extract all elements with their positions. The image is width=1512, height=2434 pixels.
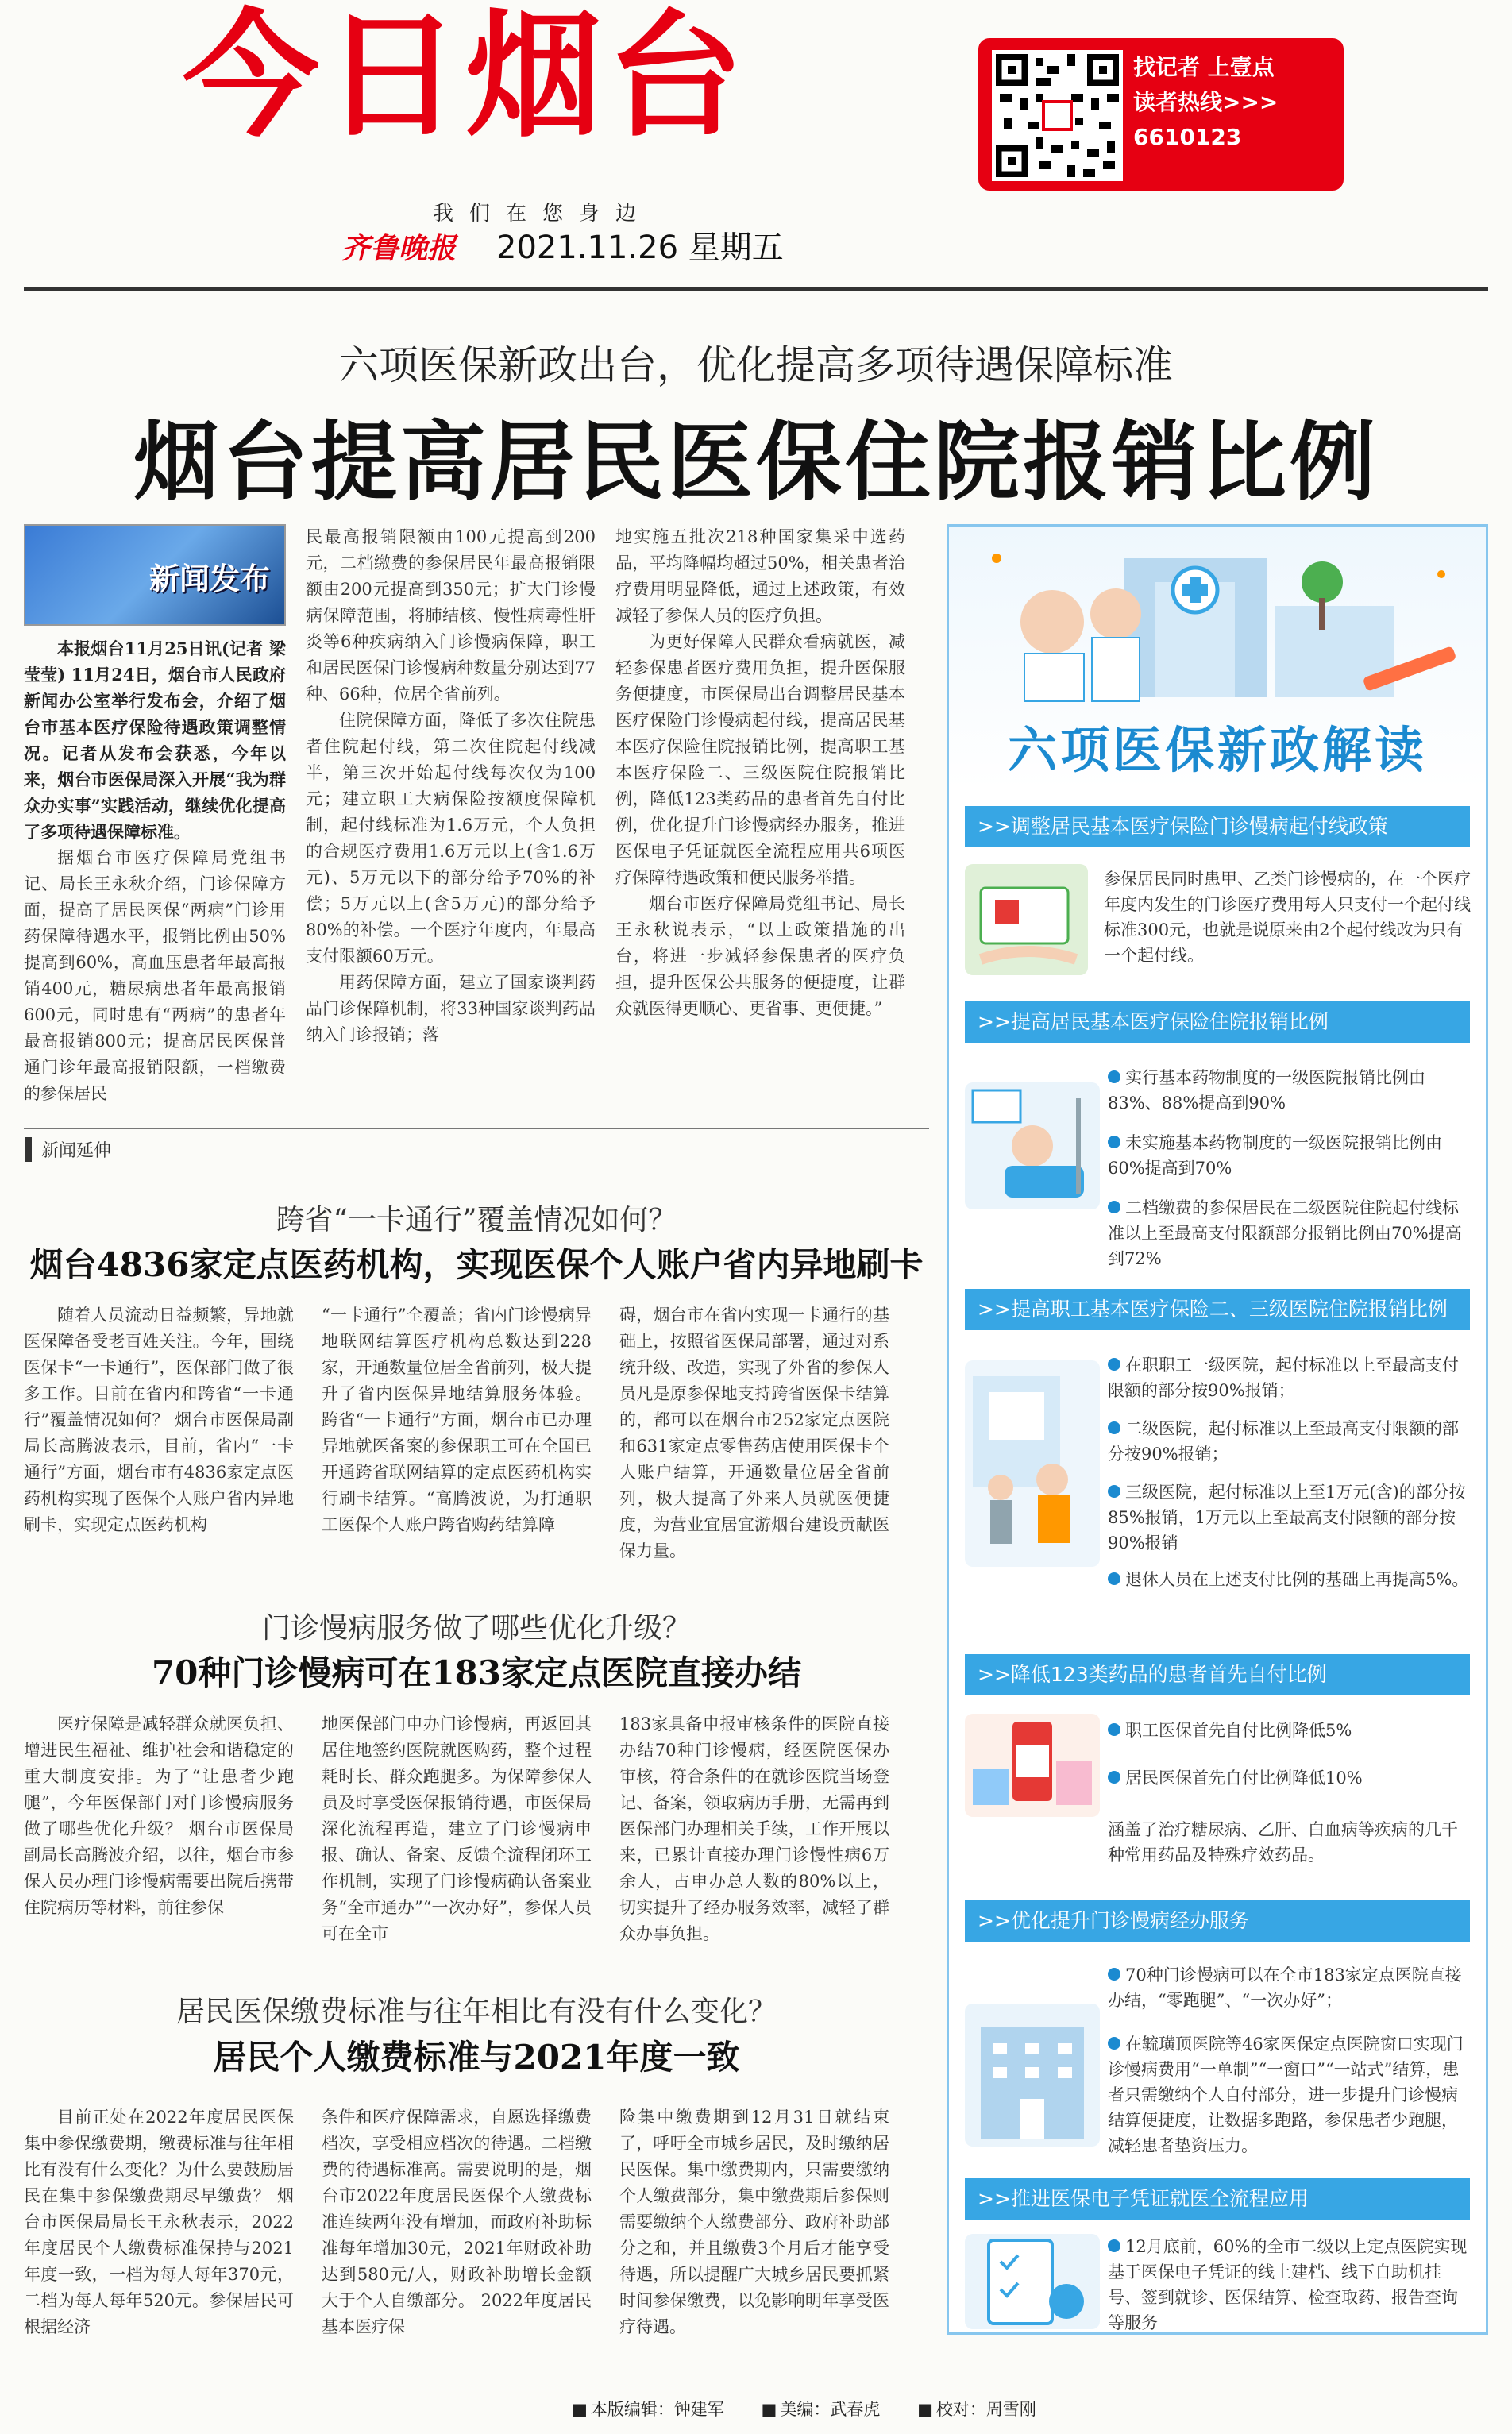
sidebar-item-text: 70种门诊慢病可以在全市183家定点医院直接办结，“零跑腿”、“一次办好”；: [1108, 1965, 1462, 2010]
qa-answer-headline: 烟台4836家定点医药机构，实现医保个人账户省内异地刷卡: [29, 1245, 924, 1284]
article-paragraph: 民最高报销限额由100元提高到200元，二档缴费的参保居民年最高报销限额由200元提高到350元；扩大门诊慢病保障范围，将肺结核、慢性病毒性肝炎等6种疾病纳入门诊慢病保障，职工和居民医保门诊慢病种数量分别达到77种、66种，位居全省前列。: [306, 527, 596, 704]
article-paragraph: 用药保障方面，建立了国家谈判药品门诊保障机制，将33种国家谈判药品纳入门诊报销；落: [306, 973, 596, 1044]
sidebar-title: 六项医保新政解读: [1007, 721, 1427, 779]
sidebar-item: [1108, 1962, 1473, 2013]
bullet-icon: [1108, 1421, 1120, 1434]
bullet-icon: [1108, 2239, 1120, 2252]
sidebar-section-head: >>调整居民基本医疗保险门诊慢病起付线政策: [965, 806, 1470, 847]
sidebar-section-head: >>提高职工基本医疗保险二、三级医院住院报销比例: [965, 1289, 1470, 1330]
sidebar-item: 涵盖了治疗糖尿病、乙肝、白血病等疾病的几千种常用药品及特殊疗效药品。: [1108, 1820, 1458, 1865]
sidebar-item-text: 实行基本药物制度的一级医院报销比例由83%、88%提高到90%: [1108, 1068, 1425, 1113]
section-tag: 新闻延伸: [25, 1137, 111, 1162]
bullet-icon: [1108, 2037, 1120, 2050]
sidebar-section-head: >>推进医保电子凭证就医全流程应用: [965, 2178, 1470, 2220]
issue-date: 2021.11.26 星期五: [496, 230, 784, 266]
slogan: 我们在您身边: [433, 202, 653, 226]
sidebar-item-text: 职工医保首先自付比例降低5%: [1125, 1721, 1352, 1740]
sidebar-item-text: 在职职工一级医院，起付标准以上至最高支付限额的部分按90%报销；: [1108, 1356, 1459, 1400]
sidebar-item: [1108, 1195, 1473, 1271]
sidebar-item-text: 12月底前，60%的全市二级以上定点医院实现基于医保电子凭证的线上建档、线下自助机挂号、签到就诊、医保结算、检查取药、报告查询等服务: [1108, 2237, 1468, 2332]
bullet-icon: [1108, 1968, 1120, 1981]
sidebar-item: [1108, 2031, 1473, 2158]
sidebar-item: [1108, 1479, 1473, 1556]
article-paragraph: 183家具备申报审核条件的医院直接办结70种门诊慢病，经医院医保办审核，符合条件的在就诊医院当场登记、备案，领取病历手册，无需再到医保部门办理相关手续，工作开展以来，已累计直接办理门诊慢性病6万余人，占申办总人数的80%以上，切实提升了经办服务效率，减轻了群众办事负担。: [619, 1715, 889, 1943]
section-divider: [24, 1128, 929, 1129]
bullet-icon: [1108, 1771, 1120, 1784]
masthead-rule: [24, 287, 1488, 291]
article-paragraph: 碍，烟台市在省内实现一卡通行的基础上，按照省医保局部署，通过对系统升级、改造，实现了外省的参保人员凡是原参保地支持跨省医保卡结算的，都可以在烟台市252家定点医院和631家定点零售药店使用医保卡个人账户结算，开通数量位居全省前列，极大提高了外来人员就医便捷度，为营业宜居宜游烟台建设贡献医保力量。: [619, 1306, 889, 1560]
block3-column-2: [322, 2104, 592, 2340]
article-column-1: [24, 635, 286, 1107]
medicine-icon: [965, 1714, 1100, 1817]
article-paragraph: 医疗保障是减轻群众就医负担、增进民生福祉、维护社会和谐稳定的重大制度安排。为了“让患者少跑腿”，今年医保部门对门诊慢病服务做了哪些优化升级？ 烟台市医保局副局长高腾波介绍，以往，烟台市参保人员办理门诊慢病需要出院后携带住院病历等材料，前往参保: [24, 1715, 294, 1917]
article-paragraph: “一卡通行”全覆盖；省内门诊慢病异地联网结算医疗机构总数达到228家，开通数量位居全省前列，极大提升了省内医保异地结算服务体验。 跨省“一卡通行”方面，烟台市已办理异地就医备案的参保职工可在全国已开通跨省联网结算的定点医药机构实行刷卡结算。“高腾波说，为打通职工医保个人账户跨省购药结算障: [322, 1306, 592, 1534]
money-card-icon: [965, 864, 1088, 975]
block3-column-3: [619, 2104, 889, 2340]
hospital-building-icon: [965, 2004, 1100, 2147]
qa-question: 门诊慢病服务做了哪些优化升级？: [261, 1612, 691, 1645]
block2-column-3: [619, 1711, 889, 1947]
bullet-icon: [1108, 1070, 1120, 1083]
sidebar-item: [1108, 1416, 1473, 1467]
policy-sidebar: [947, 524, 1488, 2335]
bullet-icon: [1108, 1136, 1120, 1148]
sidebar-item-text: 在毓璜顶医院等46家医保定点医院窗口实现门诊慢病费用“一单制”“一窗口”“一站式”结算，患者只需缴纳个人自付部分，进一步提升门诊慢病结算便捷度，让数据多跑路，参保患者少跑腿，减轻患者垫资压力。: [1108, 2035, 1464, 2155]
credit-proofreader: ■ 校对：周雪刚: [917, 2400, 1036, 2419]
qa-answer-headline: 70种门诊慢病可在183家定点医院直接办结: [151, 1653, 802, 1692]
credits-footer: [572, 2397, 1068, 2420]
sidebar-section-head: >>降低123类药品的患者首先自付比例: [965, 1654, 1470, 1695]
qr-code-icon: [992, 50, 1123, 181]
sidebar-item: [1108, 1130, 1473, 1181]
sidebar-item-text: 二档缴费的参保居民在二级医院住院起付线标准以上至最高支付限额部分报销比例由70%提高到72%: [1108, 1198, 1462, 1268]
sidebar-item: [1108, 2234, 1473, 2336]
credit-editor: ■ 本版编辑：钟建军: [572, 2400, 724, 2419]
article-paragraph: 随着人员流动日益频繁，异地就医保障备受老百姓关注。今年，围绕医保卡“一卡通行”，医保部门做了很多工作。目前在省内和跨省“一卡通行”覆盖情况如何？ 烟台市医保局副局长高腾波表示，目前，省内“一卡通行”方面，烟台市有4836家定点医药机构实现了医保个人账户省内异地刷卡，实现定点医药机构: [24, 1306, 294, 1534]
sidebar-item: [1108, 1352, 1473, 1403]
article-paragraph: 条件和医疗保障需求，自愿选择缴费档次，享受相应档次的待遇。二档缴费的待遇标准高。需要说明的是，烟台市2022年度居民医保个人缴费标准连续两年没有增加，而政府补助标准每年增加30元，2021年财政补助达到580元/人，财政补助增长金额大于个人自缴部分。 2022年度居民基本医疗保: [322, 2108, 592, 2336]
article-paragraph: 为更好保障人民群众看病就医，减轻参保患者医疗费用负担，提升医保服务便捷度，市医保局出台调整居民基本医疗保险门诊慢病起付线，提高居民基本医疗保险住院报销比例，提高职工基本医疗保险二、三级医院住院报销比例，降低123类药品的患者首先自付比例，优化提升门诊慢病经办服务，推进医保电子凭证就医全流程应用共6项医疗保障待遇政策和便民服务举措。: [615, 632, 905, 887]
main-headline: 烟台提高居民医保住院报销比例: [133, 412, 1379, 512]
sidebar-item-text: 居民医保首先自付比例降低10%: [1125, 1769, 1363, 1788]
block1-column-3: [619, 1302, 889, 1564]
sidebar-section-head: >>优化提升门诊慢病经办服务: [965, 1900, 1470, 1942]
hospital-bed-icon: [965, 1082, 1100, 1209]
sidebar-item-text: 未实施基本药物制度的一级医院报销比例由60%提高到70%: [1108, 1133, 1442, 1178]
hotline-number: 6610123: [1133, 124, 1242, 150]
article-paragraph: 烟台市医疗保障局党组书记、局长王永秋说表示，“以上政策措施的出台，将进一步减轻参保患者的医疗负担，提升医保公共服务的便捷度，让群众就医得更顺心、更省事、更便捷。”: [615, 894, 905, 1018]
sub-headline: 六项医保新政出台，优化提高多项待遇保障标准: [339, 342, 1173, 388]
paper-name: 齐鲁晚报: [341, 232, 457, 265]
masthead: [0, 0, 1512, 286]
article-paragraph: 地医保部门申办门诊慢病，再返回其居住地签约医院就医购药，整个过程耗时长、群众跑腿多。为保障参保人员及时享受医保报销待遇，市医保局深化流程再造，建立了门诊慢病申报、确认、备案、反馈全流程闭环工作机制，实现了门诊慢病确认备案业务“全市通办”“一次办好”，参保人员可在全市: [322, 1715, 592, 1943]
reader-hotline-box: [978, 38, 1344, 191]
bullet-icon: [1108, 1723, 1120, 1736]
qa-question: 居民医保缴费标准与往年相比有没有什么变化？: [176, 1996, 777, 2028]
block1-column-2: [322, 1302, 592, 1538]
article-column-3: [615, 524, 905, 1022]
article-column-2: [306, 524, 596, 1048]
sidebar-item-text: 二级医院，起付标准以上至最高支付限额的部分按90%报销；: [1108, 1419, 1459, 1464]
article-paragraph: 目前正处在2022年度居民医保集中参保缴费期，缴费标准与往年相比有没有什么变化？为什么要鼓励居民在集中参保缴费期尽早缴费？ 烟台市医保局局长王永秋表示，2022年度居民个人缴费标准保持与2021年度一致，一档为每人每年370元，二档为每人每年520元。参保居民可根据经济: [24, 2108, 294, 2336]
qa-question: 跨省“一卡通行”覆盖情况如何？: [276, 1204, 677, 1236]
block1-column-1: [24, 1302, 294, 1538]
sidebar-item-text: 三级医院，起付标准以上至1万元(含)的部分按85%报销，1万元以上至最高支付限额的部分按90%报销: [1108, 1483, 1466, 1553]
credit-designer: ■ 美编：武春虎: [762, 2400, 881, 2419]
hotline-line-1: 找记者 上壹点: [1133, 54, 1275, 80]
sidebar-item: [1108, 1718, 1473, 1743]
article-paragraph: 据烟台市医疗保障局党组书记、局长王永秋介绍，门诊保障方面，提高了居民医保“两病”门诊用药保障待遇水平，报销比例由50%提高到60%，高血压患者年最高报销400元，糖尿病患者年最高报销600元，同时患有“两病”的患者年最高报销800元；提高居民医保普通门诊年最高报销限额，一档缴费的参保居民: [24, 848, 286, 1103]
block2-column-2: [322, 1711, 592, 1947]
article-lead: 本报烟台11月25日讯(记者 梁莹莹) 11月24日，烟台市人民政府新闻办公室举行发布会，介绍了烟台市基本医疗保险待遇政策调整情况。记者从发布会获悉，今年以来，烟台市医保局深入开展“我为群众办实事”实践活动，继续优化提高了多项待遇保障标准。: [24, 638, 286, 842]
sidebar-item: [1108, 1567, 1473, 1592]
qa-answer-headline: 居民个人缴费标准与2021年度一致: [213, 2038, 740, 2077]
article-paragraph: 地实施五批次218种国家集采中选药品，平均降幅均超过50%，相关患者治疗费用明显降低，通过上述政策，有效减轻了参保人员的医疗负担。: [615, 527, 905, 625]
sidebar-item: [1108, 1065, 1473, 1116]
checklist-icon: [965, 2234, 1100, 2329]
news-release-label: 新闻发布: [148, 561, 270, 596]
sidebar-item: [1108, 1765, 1473, 1791]
sidebar-item-text: 退休人员在上述支付比例的基础上再提高5%。: [1125, 1570, 1469, 1589]
article-paragraph: 险集中缴费期到12月31日就结束了，呼吁全市城乡居民，及时缴纳居民医保。集中缴费期内，只需要缴纳个人缴费部分，集中缴费期后参保则需要缴纳个人缴费部分、政府补助部分之和，并且缴费3个月后才能享受待遇，所以提醒广大城乡居民要抓紧时间参保缴费，以免影响明年享受医疗待遇。: [619, 2108, 889, 2336]
elderly-patient-icon: [965, 1360, 1100, 1567]
sidebar-section-head: >>提高居民基本医疗保险住院报销比例: [965, 1001, 1470, 1043]
block2-column-1: [24, 1711, 294, 1921]
newspaper-logo: 今日烟台: [183, 0, 748, 156]
news-release-photo: [24, 524, 286, 626]
sidebar-item: 参保居民同时患甲、乙类门诊慢病的，在一个医疗年度内发生的门诊医疗费用每人只支付一个起付线标准300元，也就是说原来由2个起付线改为只有一个起付线。: [1104, 870, 1471, 965]
bullet-icon: [1108, 1201, 1120, 1213]
block3-column-1: [24, 2104, 294, 2340]
bullet-icon: [1108, 1485, 1120, 1498]
article-paragraph: 住院保障方面，降低了多次住院患者住院起付线，第二次住院起付线减半，第三次开始起付线每次仅为100元；建立职工大病保险按额度保障机制，起付线标准为1.6万元，个人负担的合规医疗费用1.6万元以上(含1.6万元)、5万元以下的部分给予70%的补偿；5万元以上(含5万元)的部分给予80%的补偿。一个医疗年度内，年最高支付限额60万元。: [306, 711, 596, 966]
bullet-icon: [1108, 1358, 1120, 1371]
hotline-line-2: 读者热线>>>: [1133, 89, 1279, 115]
bullet-icon: [1108, 1572, 1120, 1585]
